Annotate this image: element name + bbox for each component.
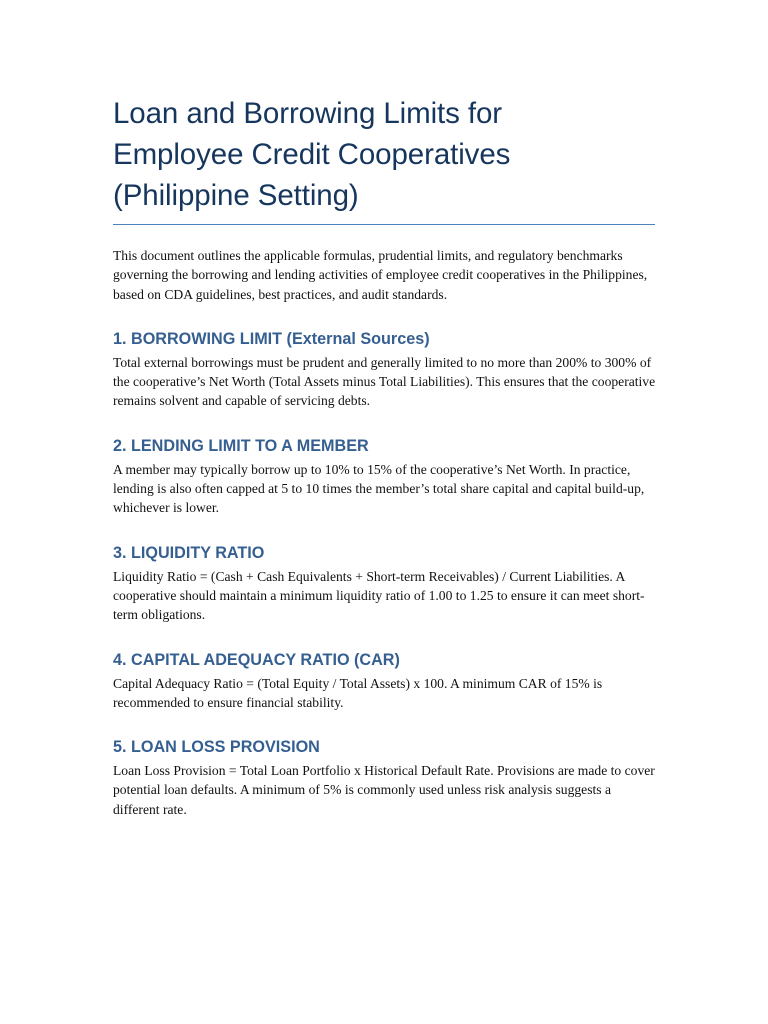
section-body: Liquidity Ratio = (Cash + Cash Equivalents + Short-term Receivables) / Current Liabilities. A cooperative should maintain a minimum liquidity ratio of 1.00 to 1.25 to ensure it can meet short-term obligations. <box>113 568 645 623</box>
section-heading: 2. LENDING LIMIT TO A MEMBER <box>113 436 369 455</box>
section-body: A member may typically borrow up to 10% to 15% of the cooperative’s Net Worth. In practice, lending is also often capped at 5 to 10 times the member’s total share capital and capital build-up, whichever is lower. <box>113 461 645 516</box>
section-body: Loan Loss Provision = Total Loan Portfolio x Historical Default Rate. Provisions are made to cover potential loan defaults. A minimum of 5% is commonly used unless risk analysis suggests a different rate. <box>113 763 655 817</box>
document-page <box>113 93 658 819</box>
section-heading: 3. LIQUIDITY RATIO <box>113 543 265 562</box>
intro-paragraph: This document outlines the applicable formulas, prudential limits, and regulatory benchmarks governing the borrowing and lending activities of employee credit cooperatives in the Philippines, based on CDA guidelines, best practices, and audit standards. <box>113 248 648 302</box>
section-heading: 4. CAPITAL ADEQUACY RATIO (CAR) <box>113 650 400 669</box>
section-capital-adequacy-ratio <box>113 650 658 713</box>
section-lending-limit <box>113 436 658 518</box>
section-heading: 5. LOAN LOSS PROVISION <box>113 738 320 757</box>
section-heading: 1. BORROWING LIMIT (External Sources) <box>113 329 430 348</box>
section-body: Total external borrowings must be prudent and generally limited to no more than 200% to 300% of the cooperative’s Net Worth (Total Assets minus Total Liabilities). This ensures that the cooperative remains solvent and capable of servicing debts. <box>113 354 656 409</box>
document-title <box>113 93 658 216</box>
title-line-3: (Philippine Setting) <box>113 179 359 212</box>
section-loan-loss-provision <box>113 737 658 819</box>
title-line-1: Loan and Borrowing Limits for <box>113 97 502 130</box>
section-borrowing-limit <box>113 329 658 411</box>
title-divider <box>113 224 655 225</box>
title-line-2: Employee Credit Cooperatives <box>113 138 511 171</box>
section-body: Capital Adequacy Ratio = (Total Equity / Total Assets) x 100. A minimum CAR of 15% is recommended to ensure financial stability. <box>113 675 603 710</box>
section-liquidity-ratio <box>113 543 658 625</box>
